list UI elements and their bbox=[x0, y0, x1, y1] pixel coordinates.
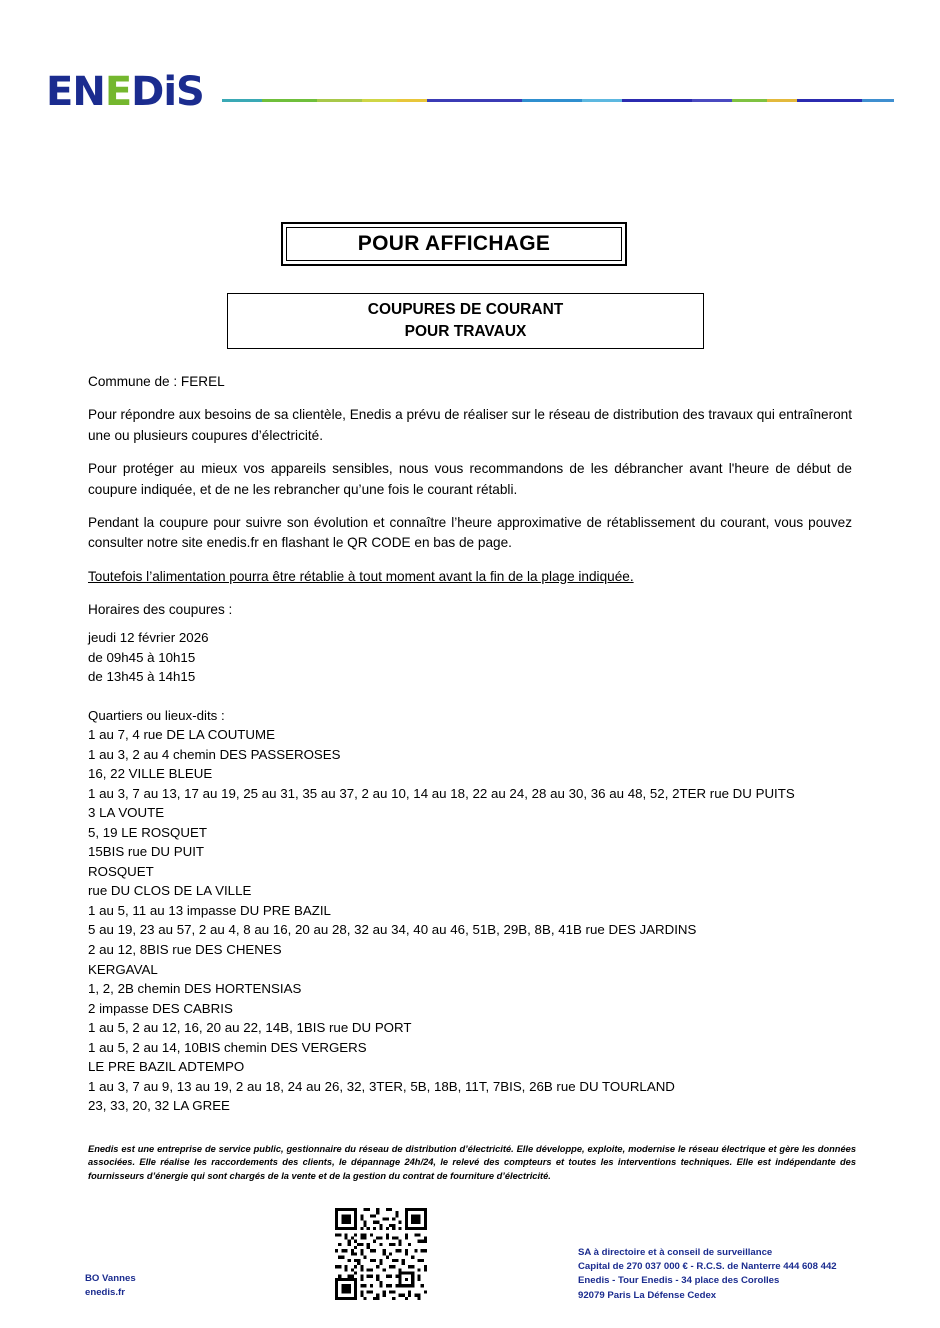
outage-slot: de 09h45 à 10h15 bbox=[88, 649, 196, 665]
footer-company-block bbox=[578, 1246, 837, 1303]
quartier-line: 1 au 5, 2 au 12, 16, 20 au 22, 14B, 1BIS rue DU PORT bbox=[88, 1020, 412, 1036]
quartier-line: 5, 19 LE ROSQUET bbox=[88, 824, 207, 840]
paragraph-1: Pour répondre aux besoins de sa clientèle, Enedis a prévu de réaliser sur le réseau de distribution des travaux qui entraîneront une ou plusieurs coupures d’électricité. bbox=[88, 407, 852, 443]
company-line-1: SA à directoire et à conseil de surveillance bbox=[578, 1247, 773, 1258]
outage-slot: de 13h45 à 14h15 bbox=[88, 669, 196, 685]
company-line-3: Enedis - Tour Enedis - 34 place des Corolles bbox=[578, 1275, 780, 1287]
affichage-title-box bbox=[281, 222, 627, 266]
footer-agency-block bbox=[85, 1272, 136, 1300]
footer-agency: BO Vannes bbox=[85, 1273, 136, 1284]
coupures-title-line2: POUR TRAVAUX bbox=[404, 323, 527, 340]
quartier-line: 1 au 7, 4 rue DE LA COUTUME bbox=[88, 727, 275, 743]
logo-text-part1: EN bbox=[46, 69, 105, 115]
document-header bbox=[46, 62, 894, 122]
quartier-line: ROSQUET bbox=[88, 863, 154, 879]
quartier-line: 1 au 3, 7 au 13, 17 au 19, 25 au 31, 35 au 37, 2 au 10, 14 au 18, 22 au 24, 28 au 30, 36 au 48, 52, 2TER rue DU PUITS bbox=[88, 785, 795, 801]
company-line-4: 92079 Paris La Défense Cedex bbox=[578, 1289, 717, 1301]
horaires-label: Horaires des coupures : bbox=[88, 602, 233, 618]
quartier-line: 2 impasse DES CABRIS bbox=[88, 1000, 233, 1016]
logo-text-part3: DiS bbox=[131, 69, 204, 115]
company-line-2: Capital de 270 037 000 € - R.C.S. de Nanterre 444 608 442 bbox=[578, 1261, 837, 1273]
qr-code[interactable] bbox=[335, 1208, 427, 1300]
quartier-line: 3 LA VOUTE bbox=[88, 805, 165, 821]
quartier-line: 16, 22 VILLE BLEUE bbox=[88, 766, 213, 782]
legal-notice: Enedis est une entreprise de service public, gestionnaire du réseau de distribution d’électricité. Elle développe, exploite, modernise le réseau électrique et gère les données associées. Elle réalise les raccordements des clients, le dépannage 24h/24, le relevé des compteurs et toutes les interventions techniques. Elle est indépendante des fournisseurs d’énergie qui sont chargés de la vente et de la gestion du contrat de fourniture d’électricité. bbox=[88, 1144, 856, 1181]
quartiers-heading: Quartiers ou lieux-dits : bbox=[88, 707, 225, 723]
quartier-line: 1 au 3, 7 au 9, 13 au 19, 2 au 18, 24 au 26, 32, 3TER, 5B, 18B, 11T, 7BIS, 26B rue DU TOURLAND bbox=[88, 1078, 675, 1094]
quartier-line: rue DU CLOS DE LA VILLE bbox=[88, 883, 252, 899]
quartier-line: LE PRE BAZIL ADTEMPO bbox=[88, 1059, 245, 1075]
affichage-title: POUR AFFICHAGE bbox=[286, 227, 622, 261]
coupures-title-line1: COUPURES DE COURANT bbox=[367, 301, 564, 318]
logo-text-part2: E bbox=[104, 69, 132, 115]
quartier-line: 1 au 3, 2 au 4 chemin DES PASSEROSES bbox=[88, 746, 341, 762]
quartier-line: 2 au 12, 8BIS rue DES CHENES bbox=[88, 941, 282, 957]
outage-listing bbox=[88, 628, 878, 1116]
quartier-line: 1, 2, 2B chemin DES HORTENSIAS bbox=[88, 981, 302, 997]
qr-code-image bbox=[335, 1208, 427, 1300]
paragraph-4-underlined: Toutefois l’alimentation pourra être rétablie à tout moment avant la fin de la plage indiquée. bbox=[88, 568, 634, 584]
enedis-logo bbox=[46, 69, 204, 115]
quartier-line: KERGAVAL bbox=[88, 961, 158, 977]
quartier-line: 15BIS rue DU PUIT bbox=[88, 844, 205, 860]
quartier-line: 23, 33, 20, 32 LA GREE bbox=[88, 1098, 230, 1114]
outage-date: jeudi 12 février 2026 bbox=[88, 630, 209, 645]
brand-color-rule-bar bbox=[222, 99, 894, 102]
commune-line: Commune de : FEREL bbox=[88, 374, 225, 389]
quartier-line: 1 au 5, 2 au 14, 10BIS chemin DES VERGERS bbox=[88, 1039, 367, 1055]
footer-website[interactable]: enedis.fr bbox=[85, 1286, 125, 1298]
quartier-line: 5 au 19, 23 au 57, 2 au 4, 8 au 16, 20 au 28, 32 au 34, 40 au 46, 51B, 29B, 8B, 41B rue DES JARDINS bbox=[88, 922, 697, 938]
brand-color-rule bbox=[222, 97, 894, 103]
paragraph-3: Pendant la coupure pour suivre son évolution et connaître l’heure approximative de rétablissement du courant, vous pouvez consulter notre site enedis.fr en flashant le QR CODE en bas de page. bbox=[88, 514, 852, 551]
paragraph-2: Pour protéger au mieux vos appareils sensibles, nous vous recommandons de les débrancher avant l'heure de début de coupure indiquée, et de ne les rebrancher qu’une fois le courant rétabli. bbox=[88, 461, 852, 497]
coupures-title-box bbox=[227, 293, 704, 349]
listing-spacer bbox=[88, 687, 878, 706]
quartier-line: 1 au 5, 11 au 13 impasse DU PRE BAZIL bbox=[88, 902, 331, 918]
body-text bbox=[88, 372, 852, 634]
